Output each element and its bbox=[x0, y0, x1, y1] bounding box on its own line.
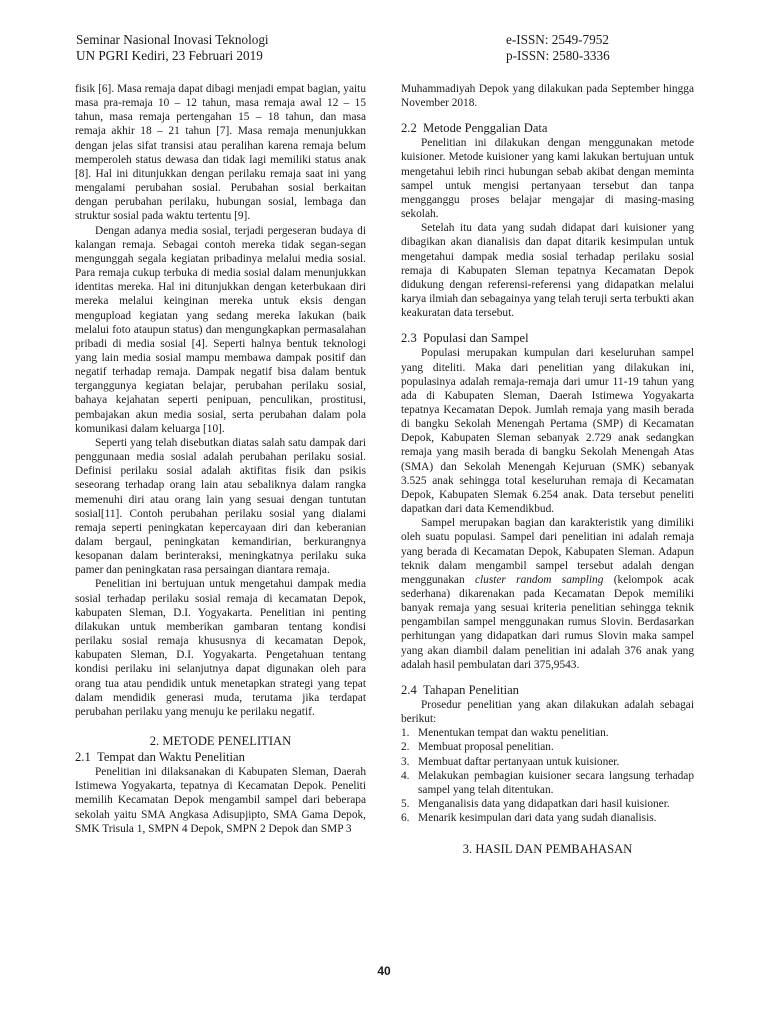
p-issn: p-ISSN: 2580-3336 bbox=[506, 48, 610, 63]
list-item: 3. Membuat daftar pertanyaan untuk kuisioner. bbox=[401, 755, 620, 768]
subsection-label: Tahapan Penelitian bbox=[423, 682, 519, 697]
paragraph: Prosedur penelitian yang akan dilakukan adalah sebagai berikut: bbox=[401, 698, 694, 726]
subsection-label: Tempat dan Waktu Penelitian bbox=[97, 750, 245, 765]
list-item: 6. Menarik kesimpulan dari data yang sudah dianalisis. bbox=[401, 812, 657, 825]
section-title: 3. HASIL DAN PEMBAHASAN bbox=[462, 842, 633, 857]
subsection-title bbox=[401, 330, 694, 346]
subsection-number: 2.1 bbox=[75, 750, 91, 765]
paragraph: Penelitian ini dilaksanakan di Kabupaten Sleman, Daerah Istimewa Yogyakarta, tepatnya di Kecamatan Depok. Peneliti memilih Kecamatan Depok mengambil sampel dari beberapa sekolah yaitu SMA Angkasa Adisupjipto, SMA Gama Depok, SMK Trisula 1, SMPN 4 Depok, SMPN 2 Depok dan SMP 3 bbox=[75, 766, 366, 835]
text-run: Sampel merupakan bagian dan karakteristik yang dimiliki oleh suatu populasi. Sampel dari penelitian ini adalah remaja yang berada di Kecamatan Depok, Kabupaten Sleman. Adapun teknik dalam mengambil sampel tersebut adalah dengan menggunakan bbox=[401, 517, 694, 586]
paragraph: Populasi merupakan kumpulan dari keseluruhan sampel yang diteliti. Maka dari penelitian yang dilakukan ini, populasinya adalah remaja-remaja dari umur 11-19 tahun yang ada di Kabupaten Sleman, Daerah Istimewa Yogyakarta tepatnya Kecamatan Depok. Jumlah remaja yang masih berada di bangku Sekolah Menengah Pertama (SMP) di Kecamatan Depok, Kabupaten Sleman sebanyak 2.729 anak sedangkan remaja yang masih berada di bangku Sekolah Menengah Atas (SMA) dan Sekolah Menengah Kejuruan (SMK) sebanyak 3.525 anak sehingga total keseluruhan remaja di Kecamatan Depok, Kabupaten Slemak 6.254 anak. Data tersebut peneliti dapatkan dari data Kemendikbud. bbox=[401, 347, 694, 516]
paragraph: Seperti yang telah disebutkan diatas salah satu dampak dari penggunaan media sosial adalah perubahan perilaku sosial. Definisi perilaku sosial adalah aktifitas fisik dan psikis seseorang terhadap orang lain atau sebaliknya dalam rangka memenuhi diri atau orang lain yang sesuai dengan tuntutan sosial[11]. Contoh perubahan perilaku sosial yang dialami remaja seperti peningkatan kepercayaan diri dan keberanian dalam bergaul, peningkatan kemandirian, berkurangnya kesopanan dalam berinteraksi, meningkatnya perilaku suka pamer dan peningkatan rasa persaingan diantara remaja. bbox=[75, 436, 366, 577]
paragraph: fisik [6]. Masa remaja dapat dibagi menjadi empat bagian, yaitu masa pra-remaja 10 – 12 tahun, masa remaja awal 12 – 15 tahun, masa remaja pertengahan 15 – 18 tahun, dan masa remaja akhir 18 – 21 tahun [7]. Masa remaja menunjukkan dengan jelas sifat transisi atau peralihan karena remaja belum memperoleh status dewasa dan tidak lagi memiliki status anak [8]. Hal ini ditunjukkan dengan perilaku remaja saat ini yang mengalami perubahan sosial. Perubahan sosial berkaitan dengan perubahan perilaku, hubungan sosial, lembaga dan struktur sosial pada waktu tertentu [9]. bbox=[75, 83, 366, 223]
paragraph: Muhammadiyah Depok yang dilakukan pada September hingga November 2018. bbox=[401, 83, 694, 110]
subsection-number: 2.3 bbox=[401, 331, 417, 346]
left-column bbox=[75, 82, 366, 836]
header-left bbox=[76, 32, 269, 64]
conference-date: UN PGRI Kediri, 23 Februari 2019 bbox=[76, 48, 263, 63]
subsection-label: Populasi dan Sampel bbox=[423, 331, 529, 346]
subsection-title bbox=[401, 682, 694, 698]
paragraph: Penelitian ini dilakukan dengan menggunakan metode kuisioner. Metode kuisioner yang kami lakukan bertujuan untuk mengetahui lebih rinci hubungan sebab akibat dengan meminta sampel untuk mengisi pertanyaan tersebut dan tanpa mengganggu proses belajar mengajar di masing-masing sekolah. bbox=[401, 137, 694, 221]
list-item: 5. Menganalisis data yang didapatkan dari hasil kuisioner. bbox=[401, 798, 670, 811]
procedure-list bbox=[401, 726, 694, 825]
subsection-number: 2.4 bbox=[401, 682, 417, 697]
page-number: 40 bbox=[377, 964, 391, 978]
subsection-label: Metode Penggalian Data bbox=[423, 121, 548, 136]
subsection-number: 2.2 bbox=[401, 121, 417, 136]
list-item: 2. Membuat proposal penelitian. bbox=[401, 741, 554, 754]
section-title: 2. METODE PENELITIAN bbox=[149, 734, 292, 749]
running-header bbox=[76, 32, 692, 68]
subsection-title bbox=[401, 120, 694, 136]
list-item: 1. Menentukan tempat dan waktu penelitian. bbox=[401, 727, 609, 740]
paragraph: Setelah itu data yang sudah didapat dari kuisioner yang dibagikan akan dianalisis dan dapat ditarik kesimpulan untuk mengetahui dampak media sosial terhadap perilaku sosial remaja di Kabupaten Sleman tepatnya Kecamatan Depok didukung dengan referensi-referensi yang didapatkan melalui karya ilmiah dan sebagainya yang telah teruji serta terbukti akan keakuratan data tersebut. bbox=[401, 222, 694, 320]
conference-name: Seminar Nasional Inovasi Teknologi bbox=[76, 32, 269, 47]
list-item: 4. Melakukan pembagian kuisioner secara langsung terhadap sampel yang telah ditentukan. bbox=[401, 769, 694, 796]
e-issn: e-ISSN: 2549-7952 bbox=[506, 32, 609, 47]
right-column bbox=[401, 82, 694, 857]
text-run: (kelompok acak sederhana) dikarenakan pada Kecamatan Depok memiliki banyak remaja yang sesuai kriteria penelitian sehingga teknik pengambilan sampel menggunakan rumus Slovin. Berdasarkan perhitungan yang didapatkan dari rumus Slovin maka sampel yang akan diambil dalam penelitian ini adalah 376 anak yang adalah hasil pembulatan dari 375,9543. bbox=[401, 573, 694, 671]
paragraph: Dengan adanya media sosial, terjadi pergeseran budaya di kalangan remaja. Sebagai contoh mereka tidak segan-segan mengunggah segala kegiatan pribadinya melalui media sosial. Para remaja cukup terbuka di media sosial dalam menunjukkan identitas mereka. Hal ini ditunjukkan dengan keterbukaan diri mereka melalui keinginan mereka untuk eksis dengan mengupload kegiatan yang sedang mereka lakukan (baik melalui foto ataupun status) dan mengungkapkan permasalahan pribadi di media sosial [4]. Seperti halnya bentuk teknologi yang lain media sosial mampu membawa dampak positif dan negatif terhadap remaja. Dampak negatif bisa dalam bentuk terganggunya kegiatan belajar, perubahan perilaku sosial, bahaya kejahatan seperti penipuan, penculikan, prostitusi, pembajakan akun media sosial, serta perubahan dalam pola komunikasi dalam keluarga [10]. bbox=[75, 224, 366, 435]
paragraph bbox=[401, 516, 694, 672]
subsection-title bbox=[75, 749, 366, 765]
paragraph: Penelitian ini bertujuan untuk mengetahui dampak media sosial terhadap perilaku sosial remaja di kecamatan Depok, kabupaten Sleman, D.I. Yogyakarta. Penelitian ini penting dilakukan untuk memberikan gambaran tentang kondisi perilaku sosial remaja khususnya di kecamatan Depok, kabupaten Sleman, D.I. Yogyakarta. Pengetahuan tentang kondisi perilaku ini selanjutnya dapat digunakan oleh para orang tua atau pendidik untuk menetapkan strategi yang tepat dalam mendidik generasi muda, terutama jika terdapat perubahan perilaku yang menuju ke perilaku negatif. bbox=[75, 578, 366, 718]
italic-term: cluster random sampling bbox=[474, 573, 604, 586]
header-right bbox=[506, 32, 610, 64]
